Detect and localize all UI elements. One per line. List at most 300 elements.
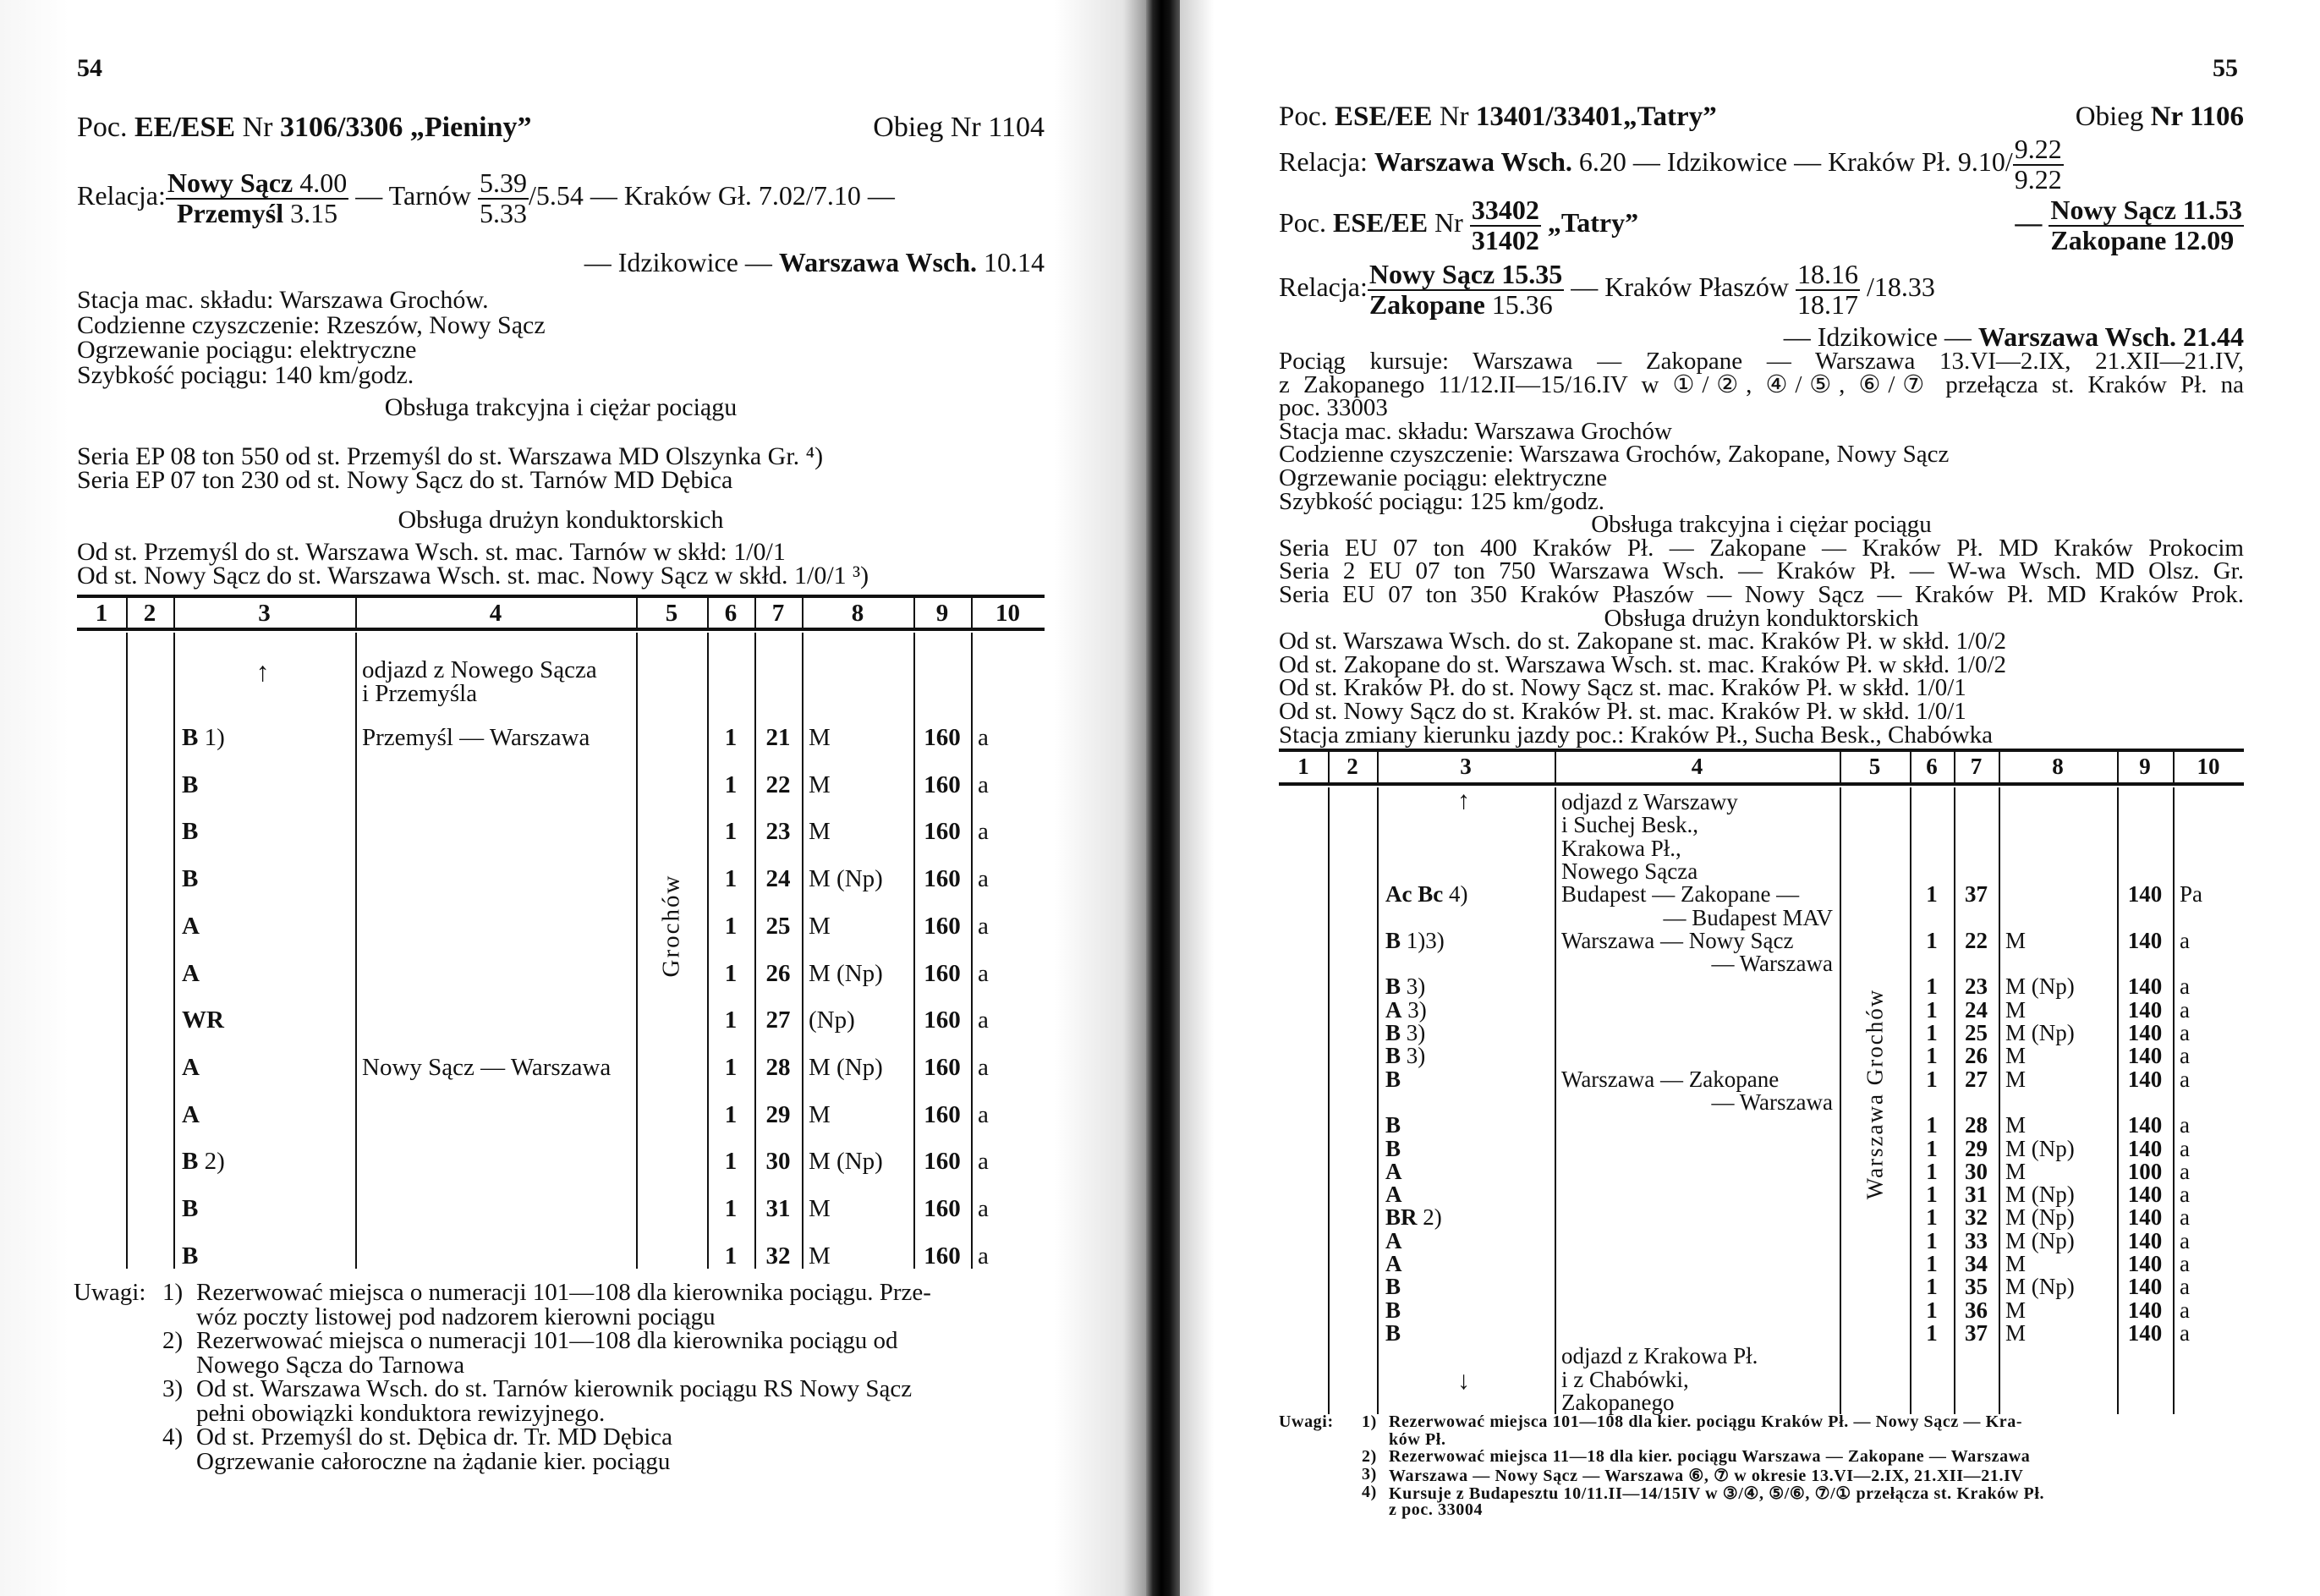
seat-count: 140 [2127, 1274, 2163, 1300]
train-category [1385, 1320, 1401, 1346]
category-code: B [182, 1242, 199, 1270]
notes-label: Uwagi: [1279, 1412, 1334, 1431]
wagon-equipment: M [2005, 927, 2027, 953]
column-divider [173, 633, 175, 1269]
wagon-number: 30 [1965, 1158, 1988, 1184]
train-number-fraction [1470, 196, 1541, 255]
wagon-class: 1 [724, 959, 738, 987]
arrow-down-icon: ↓ [1457, 1367, 1470, 1395]
seat-count: 140 [2127, 1020, 2163, 1045]
wagon-number: 31 [765, 1195, 791, 1222]
traction-line: Seria 2 EU 07 ton 750 Warszawa Wsch. — Kraków Pł. — W-wa Wsch. MD Olsz. Gr. [1279, 557, 2244, 585]
note-number: 3) [162, 1375, 184, 1402]
info-line: Ogrzewanie pociągu: elektryczne [1279, 463, 1608, 491]
train-name: „Tatry” [1547, 206, 1639, 238]
note-text: Kursuje z Budapesztu 10/11.II—14/15IV w ③/④, ⑤/⑥, ⑦/① przełącza st. Kraków Pł. [1389, 1484, 2045, 1503]
column-divider [802, 633, 803, 1269]
wagon-equipment: M [2005, 1043, 2027, 1069]
category-code: B [1385, 927, 1401, 953]
category-note: 2) [198, 1148, 225, 1176]
train-category [1385, 881, 1467, 908]
category-code: Ac Bc [1385, 881, 1444, 908]
train-2-destination [2015, 196, 2244, 255]
wagon-number: 26 [765, 959, 791, 987]
wagon-class: 1 [724, 1006, 738, 1034]
category-code: B [182, 771, 199, 798]
seat-count: 160 [924, 1100, 961, 1128]
arrow-up-icon: ↑ [255, 656, 270, 687]
arrow-up-icon: ↑ [1457, 787, 1470, 814]
train-header [1279, 101, 1717, 133]
train-nr-label: Nr [242, 112, 273, 143]
destination-top: Nowy Sącz 11.53 [2050, 195, 2242, 225]
note-number: 4) [1362, 1482, 1377, 1501]
wagon-class: 1 [724, 1100, 738, 1128]
obieg-label: Obieg [2075, 101, 2144, 132]
category-code: A [1385, 1182, 1402, 1208]
column-divider [1377, 752, 1379, 782]
column-header: 9 [2139, 754, 2151, 779]
wagon-note: a [978, 1195, 989, 1222]
wagon-number: 23 [1965, 974, 1988, 1000]
origin-top-time: 4.00 [293, 167, 348, 198]
left-page [0, 0, 1146, 1596]
route-text: i z Chabówki, [1561, 1366, 1689, 1392]
traction-line: Seria EP 08 ton 550 od st. Przemyśl do st. Warszawa MD Olszynka Gr. ⁴) [77, 442, 824, 470]
wagon-class: 1 [1926, 1020, 1938, 1045]
category-note: 2) [1417, 1204, 1442, 1231]
seat-count: 140 [2127, 927, 2163, 953]
relacja-label: Relacja: [1279, 145, 1374, 177]
wagon-equipment: M (Np) [2005, 1020, 2075, 1045]
dash: — [2015, 206, 2043, 238]
plaszow-top: 18.16 [1796, 259, 1858, 289]
seat-count: 140 [2127, 881, 2163, 908]
wagon-number: 27 [1965, 1066, 1988, 1092]
relacja-origin-fraction [166, 169, 348, 228]
column-header: 10 [2197, 754, 2220, 779]
note-text: z poc. 33004 [1389, 1500, 1484, 1519]
crew-line: Stacja zmiany kierunku jazdy poc.: Kraków Pł., Sucha Besk., Chabówka [1279, 721, 1994, 749]
train-prefix: Poc. [1279, 206, 1326, 238]
seat-count: 160 [924, 1053, 961, 1081]
relacja-line-1 [77, 169, 895, 228]
column-header: 2 [143, 600, 156, 627]
wagon-equipment: M [2005, 1319, 2027, 1346]
wagon-number: 36 [1965, 1297, 1988, 1323]
obieg-number: Obieg Nr 1104 [873, 112, 1045, 143]
page-number: 55 [2213, 54, 2238, 82]
route-text: — Budapest MAV [1663, 904, 1833, 930]
wagon-class: 1 [724, 1195, 738, 1222]
wagon-class: 1 [724, 912, 738, 940]
seat-count: 140 [2127, 996, 2163, 1023]
relacja-mid: — Kraków Płaszów [1564, 271, 1796, 302]
kursuje-line: poc. 33003 [1279, 394, 1388, 422]
column-header: 3 [258, 600, 271, 627]
train-category [182, 1242, 198, 1270]
note-text: Rezerwować miejsca o numeracji 101—108 dla kierownika pociągu. Prze- [196, 1279, 931, 1306]
wagon-class: 1 [724, 724, 738, 751]
wagon-number: 22 [1965, 927, 1988, 953]
wagon-class: 1 [724, 1053, 738, 1081]
column-header: 8 [851, 600, 864, 627]
info-line: Codzienne czyszczenie: Warszawa Grochów, Zakopane, Nowy Sącz [1279, 441, 1950, 469]
note-text: Nowego Sącza do Tarnowa [196, 1351, 465, 1379]
wagon-note: a [2180, 1319, 2190, 1346]
wagon-note: a [2180, 1251, 2190, 1276]
wagon-note: a [2180, 1066, 2190, 1092]
train-nr-label: Nr [1439, 101, 1469, 132]
route-text: Warszawa — Nowy Sącz [1561, 927, 1794, 953]
wagon-class: 1 [1926, 1066, 1938, 1092]
column-header: 5 [665, 600, 678, 627]
note-number: 1) [1362, 1412, 1377, 1431]
category-code: A [1385, 1158, 1402, 1184]
seat-count: 140 [2127, 1204, 2163, 1231]
obieg-number [2076, 101, 2244, 133]
depot-label: Grochów [657, 874, 685, 978]
category-code: B [1385, 1135, 1401, 1161]
info-line: Stacja mac. składu: Warszawa Grochów. [77, 286, 489, 314]
crew-list [77, 540, 869, 588]
info-line: Szybkość pociągu: 140 km/godz. [77, 360, 414, 389]
route-text: i Suchej Besk., [1561, 812, 1698, 838]
wagon-equipment: M (Np) [2005, 1227, 2075, 1253]
category-code: B [182, 818, 199, 846]
category-code: B [182, 1148, 199, 1176]
info-line: Ogrzewanie pociągu: elektryczne [77, 336, 417, 364]
category-code: B [1385, 1274, 1401, 1300]
category-code: BR [1385, 1204, 1418, 1231]
wagon-note: a [978, 1148, 989, 1176]
column-header: 7 [1970, 754, 1983, 779]
wagon-equipment: M [2005, 996, 2027, 1023]
traction-heading: Obsługa trakcyjna i ciężar pociągu [384, 393, 738, 421]
wagon-number: 26 [1965, 1043, 1988, 1069]
wagon-class: 1 [1926, 1251, 1938, 1276]
relacja-origin-fraction [1368, 261, 1564, 319]
seat-count: 140 [2127, 1319, 2163, 1346]
relacja-label: Relacja: [1279, 271, 1368, 302]
traction-list [77, 442, 824, 494]
category-code: B [182, 1195, 199, 1222]
note-text: Rezerwować miejsca o numeracji 101—108 dla kierownika pociągu od [196, 1327, 898, 1354]
wagon-note: a [978, 912, 989, 940]
tarnow-arrival-top: 5.39 [479, 167, 527, 198]
seat-count: 100 [2127, 1158, 2163, 1184]
wagon-equipment: M (Np) [809, 959, 883, 987]
route-text: Warszawa — Zakopane [1561, 1066, 1780, 1092]
origin-top-station: Nowy Sącz [167, 167, 293, 198]
wagon-number: 24 [765, 865, 791, 893]
train-category [182, 1054, 200, 1082]
category-code: B [1385, 1112, 1401, 1138]
wagon-class: 1 [724, 1148, 738, 1176]
wagon-note: a [2180, 1020, 2190, 1045]
wagon-class: 1 [724, 1242, 738, 1270]
plaszow-bottom: 18.17 [1796, 288, 1858, 320]
train-category [182, 724, 225, 752]
info-line: Stacja mac. składu: Warszawa Grochów [1279, 417, 1672, 445]
wagon-number: 29 [765, 1100, 791, 1128]
wagon-note: a [978, 724, 989, 751]
note-text: Ogrzewanie całoroczne na żądanie kier. pociągu [196, 1447, 671, 1475]
crew-line: Od st. Przemyśl do st. Warszawa Wsch. st. mac. Tarnów w skłd: 1/0/1 [77, 538, 786, 566]
book-gutter [1146, 0, 1180, 1596]
table-top-rule [77, 595, 1045, 598]
destination-bottom: Zakopane 12.09 [2050, 224, 2235, 255]
wagon-number: 31 [1965, 1182, 1988, 1208]
wagon-number: 34 [1965, 1251, 1988, 1276]
column-divider [2117, 752, 2119, 782]
relacja-mid: — Tarnów [348, 179, 478, 211]
wagon-number: 37 [1965, 881, 1988, 908]
train-prefix: Poc. [77, 112, 128, 143]
column-divider [636, 633, 638, 1269]
train-type: ESE/EE [1335, 101, 1433, 132]
seat-count: 160 [924, 1006, 961, 1034]
wagon-note: a [978, 1242, 989, 1270]
wagon-note: a [978, 1100, 989, 1128]
kursuje-line: Pociąg kursuje: Warszawa — Zakopane — Warszawa 13.VI—2.IX, 21.XII—21.IV, [1279, 348, 2244, 375]
train-header [77, 112, 532, 144]
tarnow-fraction [478, 169, 529, 228]
wagon-equipment: M [809, 1100, 831, 1128]
wagon-equipment: M (Np) [2005, 1274, 2075, 1300]
krakow-bottom: 9.22 [2014, 163, 2062, 195]
relacja-line2-prefix: — Idzikowice — [1783, 321, 1978, 352]
train-category [182, 865, 198, 893]
seat-count: 160 [924, 1148, 961, 1176]
traction-line: Seria EP 07 ton 230 od st. Nowy Sącz do st. Tarnów MD Dębica [77, 466, 733, 494]
wagon-equipment: M [809, 1195, 831, 1222]
note-text: Od st. Przemyśl do st. Dębica dr. Tr. MD Dębica [196, 1423, 673, 1451]
wagon-class: 1 [724, 771, 738, 798]
crew-line: Od st. Nowy Sącz do st. Warszawa Wsch. st. mac. Nowy Sącz w skłd. 1/0/1 ³) [77, 562, 869, 590]
wagon-number: 22 [765, 771, 791, 798]
column-header: 4 [1691, 754, 1703, 779]
wagon-equipment: M (Np) [2005, 974, 2075, 1000]
wagon-class: 1 [724, 865, 738, 893]
origin-top: Nowy Sącz 15.35 [1368, 259, 1563, 289]
relacja-rest: /18.33 [1859, 271, 1935, 302]
category-code: A [1385, 996, 1402, 1023]
note-text: Rezerwować miejsca 101—108 dla kier. pociągu Kraków Pł. — Nowy Sącz — Kra- [1389, 1412, 2023, 1431]
wagon-equipment: M [2005, 1251, 2027, 1276]
seat-count: 160 [924, 771, 961, 798]
wagon-number: 25 [1965, 1020, 1988, 1045]
traction-line: Seria EU 07 ton 400 Kraków Pł. — Zakopane — Kraków Pł. MD Kraków Prokocim [1279, 534, 2244, 562]
seat-count: 140 [2127, 974, 2163, 1000]
wagon-number: 32 [765, 1242, 791, 1270]
seat-count: 140 [2127, 1066, 2163, 1092]
wagon-equipment: M [2005, 1112, 2027, 1138]
wagon-equipment: M [2005, 1297, 2027, 1323]
route-text: Zakopanego [1561, 1389, 1675, 1415]
column-divider [971, 633, 973, 1269]
krakow-fraction [2013, 135, 2064, 194]
column-divider [2173, 752, 2175, 782]
note-text: ków Pł. [1389, 1429, 1446, 1449]
wagon-class: 1 [1926, 974, 1938, 1000]
column-header: 1 [95, 600, 108, 627]
relacja-rest: 6.20 — Idzikowice — Kraków Pł. 9.10/ [1571, 145, 2013, 177]
category-note: 3) [1401, 1043, 1426, 1069]
train-info [77, 288, 546, 387]
wagon-note: a [978, 771, 989, 798]
column-header: 6 [1926, 754, 1938, 779]
train-category [182, 1148, 225, 1176]
traction-line: Seria EU 07 ton 350 Kraków Płaszów — Nowy Sącz — Kraków Pł. MD Kraków Prok. [1279, 580, 2244, 608]
crew-line: Od st. Kraków Pł. do st. Nowy Sącz st. mac. Kraków Pł. w skłd. 1/0/1 [1279, 674, 1966, 702]
train-category [182, 960, 200, 988]
wagon-note: a [2180, 1204, 2190, 1231]
depot-label: Warszawa Grochów [1862, 988, 1887, 1200]
wagon-number: 24 [1965, 996, 1988, 1023]
wagon-equipment: M (Np) [809, 865, 883, 893]
category-note: 4) [1443, 881, 1468, 908]
train-nr-label: Nr [1434, 206, 1463, 238]
category-code: B [1385, 1066, 1401, 1092]
train-number: 13401/33401„Tatry” [1475, 101, 1717, 132]
category-code: B [1385, 1297, 1401, 1323]
wagon-note: a [2180, 927, 2190, 953]
category-note: 1)3) [1401, 927, 1445, 953]
wagon-class: 1 [1926, 1182, 1938, 1208]
column-divider [1328, 787, 1330, 1414]
departure-note: i Przemyśla [362, 680, 478, 707]
relacja-2 [1279, 261, 1935, 319]
column-divider [126, 598, 128, 628]
wagon-note: a [2180, 1227, 2190, 1253]
table-header-rule [1279, 782, 2244, 786]
relacja-line2-prefix: — Idzikowice — [584, 247, 779, 277]
category-code: A [182, 1053, 200, 1081]
wagon-equipment: M [809, 912, 831, 940]
column-header: 7 [771, 600, 785, 627]
crew-heading: Obsługa drużyn konduktorskich [1604, 604, 1919, 632]
crew-line: Od st. Warszawa Wsch. do st. Zakopane st. mac. Kraków Pł. w skłd. 1/0/2 [1279, 628, 2007, 655]
origin-bottom-time: 15.36 [1484, 288, 1553, 320]
relacja-destination: Warszawa Wsch. 21.44 [1977, 321, 2244, 352]
category-code: A [182, 912, 200, 940]
category-code: B [182, 865, 199, 893]
category-code: A [182, 1100, 200, 1128]
wagon-number: 21 [765, 724, 791, 751]
column-divider [707, 598, 709, 628]
obieg-value: Nr 1106 [2150, 101, 2244, 132]
wagon-equipment: M [809, 1242, 831, 1270]
wagon-note: Pa [2180, 881, 2202, 908]
column-header: 3 [1460, 754, 1472, 779]
route-text: Krakowa Pł., [1561, 835, 1681, 861]
relacja-line-2 [584, 247, 1045, 278]
train-type: EE/ESE [134, 112, 236, 143]
relacja-origin: Warszawa Wsch. [1374, 145, 1572, 177]
column-divider [1954, 752, 1955, 782]
note-text: pełni obowiązki konduktora rewizyjnego. [196, 1399, 606, 1427]
seat-count: 140 [2127, 1135, 2163, 1161]
wagon-number: 28 [1965, 1112, 1988, 1138]
column-divider [1999, 787, 2000, 1414]
krakow-top: 9.22 [2014, 134, 2062, 164]
note-number: 1) [162, 1279, 184, 1306]
category-code: B [182, 724, 199, 751]
column-header: 5 [1868, 754, 1881, 779]
seat-count: 140 [2127, 1182, 2163, 1208]
column-divider [2173, 787, 2175, 1414]
route-text: Budapest — Zakopane — [1561, 881, 1800, 908]
wagon-class: 1 [1926, 1297, 1938, 1323]
wagon-note: a [2180, 996, 2190, 1023]
wagon-equipment: M (Np) [809, 1053, 883, 1081]
wagon-class: 1 [724, 818, 738, 846]
column-divider [1555, 752, 1556, 782]
crew-line: Od st. Zakopane do st. Warszawa Wsch. st. mac. Kraków Pł. w skłd. 1/0/2 [1279, 650, 2007, 678]
info-line: Codzienne czyszczenie: Rzeszów, Nowy Sącz [77, 310, 546, 339]
wagon-equipment: M (Np) [2005, 1204, 2075, 1231]
train-category [182, 1195, 198, 1223]
seat-count: 140 [2127, 1043, 2163, 1069]
category-code: B [1385, 1319, 1401, 1346]
origin-bottom-station: Zakopane [1368, 288, 1485, 320]
seat-count: 160 [924, 818, 961, 846]
wagon-number: 33 [1965, 1227, 1988, 1253]
relacja-destination: Warszawa Wsch. [778, 247, 977, 277]
wagon-note: a [2180, 1297, 2190, 1323]
wagon-class: 1 [1926, 1204, 1938, 1231]
table-top-rule [1279, 749, 2244, 752]
column-divider [1328, 752, 1330, 782]
right-info-block [1279, 350, 2244, 747]
wagon-equipment: M [809, 818, 831, 846]
wagon-number: 37 [1965, 1319, 1988, 1346]
column-divider [355, 598, 357, 628]
wagon-equipment: M (Np) [2005, 1135, 2075, 1161]
column-divider [1555, 787, 1556, 1414]
category-note: 3) [1401, 974, 1426, 1000]
wagon-note: a [2180, 1182, 2190, 1208]
train-category [1385, 928, 1445, 954]
wagon-note: a [978, 959, 989, 987]
wagon-number: 23 [765, 818, 791, 846]
column-divider [1910, 752, 1911, 782]
wagon-note: a [2180, 1043, 2190, 1069]
route-text: odjazd z Krakowa Pł. [1561, 1343, 1758, 1369]
wagon-number: 27 [765, 1006, 791, 1034]
wagon-class: 1 [1926, 1319, 1938, 1346]
wagon-number: 29 [1965, 1135, 1988, 1161]
category-code: A [1385, 1227, 1402, 1253]
wagon-note: a [2180, 1274, 2190, 1300]
note-text: Warszawa — Nowy Sącz — Warszawa ⑥, ⑦ w okresie 13.VI—2.IX, 21.XII—21.IV [1389, 1467, 2024, 1486]
page-number: 54 [77, 54, 102, 82]
wagon-number: 32 [1965, 1204, 1988, 1231]
seat-count: 160 [924, 959, 961, 987]
column-divider [1840, 787, 1841, 1414]
column-divider [971, 598, 973, 628]
wagon-equipment: M [809, 771, 831, 798]
column-header: 1 [1297, 754, 1309, 779]
note-number: 4) [162, 1423, 184, 1451]
plaszow-fraction [1796, 261, 1860, 319]
wagon-class: 1 [1926, 1158, 1938, 1184]
wagon-note: a [978, 1006, 989, 1034]
wagon-equipment: M [2005, 1158, 2027, 1184]
wagon-class: 1 [1926, 996, 1938, 1023]
category-code: WR [182, 1006, 224, 1034]
